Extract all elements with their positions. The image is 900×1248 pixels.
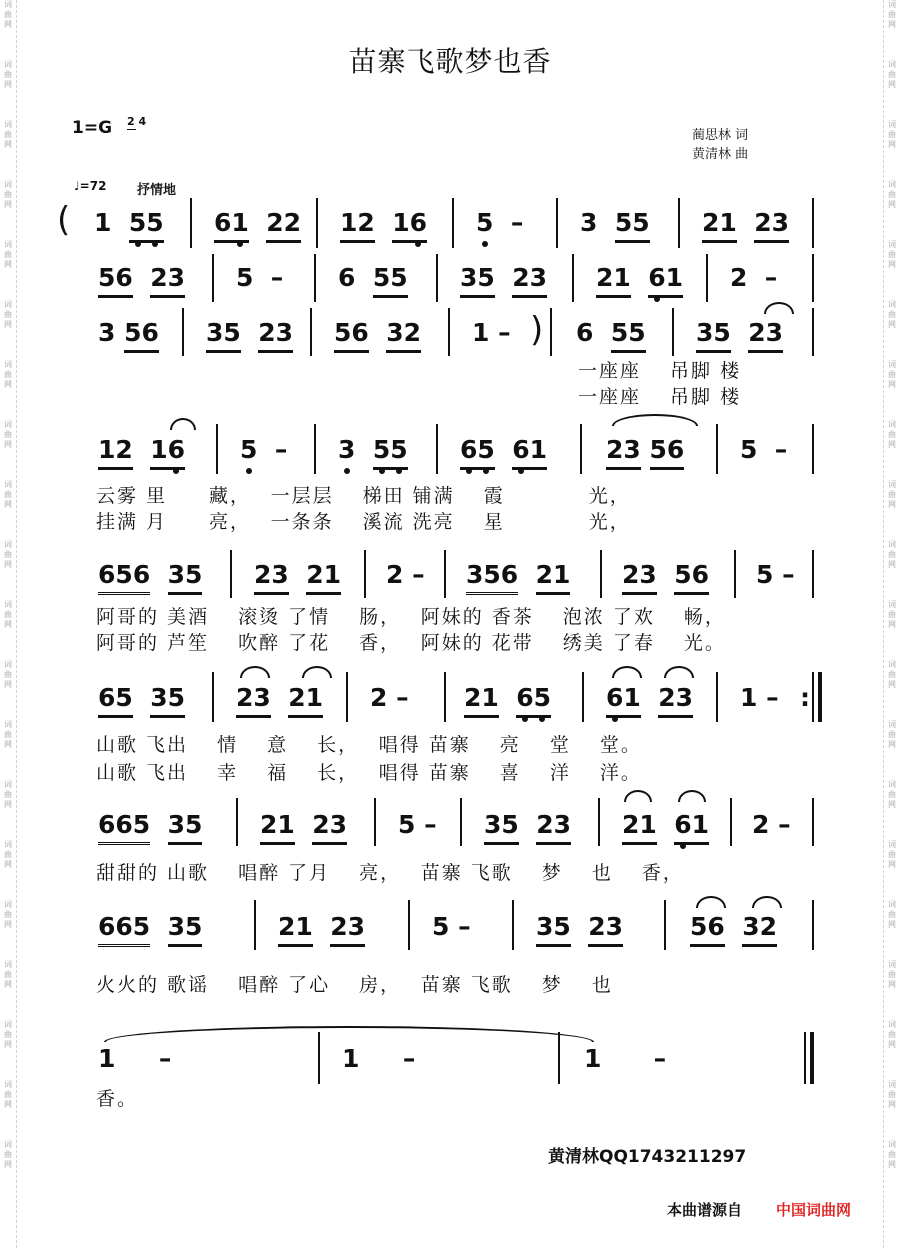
watermark-glyph: 曲 xyxy=(888,430,896,439)
watermark-glyph: 曲 xyxy=(4,10,12,19)
final-barline-thin xyxy=(804,1032,806,1084)
watermark-glyph: 曲 xyxy=(888,250,896,259)
barline xyxy=(812,198,814,248)
barline xyxy=(212,672,214,722)
signature-text: 黄清林QQ1743211297 xyxy=(548,1147,747,1167)
notation-measure: 2 – xyxy=(386,560,425,589)
watermark-glyph: 词 xyxy=(4,600,12,609)
watermark-glyph: 词 xyxy=(4,480,12,489)
watermark-glyph: 曲 xyxy=(4,1030,12,1039)
notation-measure: 3 55 xyxy=(338,437,408,462)
watermark-glyph: 词 xyxy=(4,960,12,969)
watermark-glyph: 词 xyxy=(888,180,896,189)
repeat-barline-thick xyxy=(818,672,822,722)
lyricist-credit: 蔺思林 词 xyxy=(692,128,749,143)
notation-measure: 35 23 xyxy=(696,320,783,345)
watermark-glyph: 词 xyxy=(888,900,896,909)
notation-measure: 56 32 xyxy=(334,320,421,345)
watermark-glyph: 词 xyxy=(888,840,896,849)
watermark-glyph: 曲 xyxy=(888,490,896,499)
barline xyxy=(730,798,732,846)
watermark-glyph: 网 xyxy=(4,80,12,89)
notation-measure: 21 23 xyxy=(702,210,789,235)
barline xyxy=(230,550,232,598)
composer-credit: 黄清林 曲 xyxy=(692,147,749,162)
watermark-glyph: 曲 xyxy=(888,130,896,139)
notation-measure: 5 – xyxy=(756,560,795,589)
watermark-glyph: 词 xyxy=(888,360,896,369)
slur xyxy=(752,896,782,908)
watermark-glyph: 词 xyxy=(4,1020,12,1029)
watermark-glyph: 词 xyxy=(4,780,12,789)
notation-measure: 35 23 xyxy=(536,914,623,939)
watermark-glyph: 曲 xyxy=(4,1090,12,1099)
notation-measure: 23 21 xyxy=(236,685,323,710)
right-margin-line xyxy=(883,0,884,1248)
watermark-glyph: 网 xyxy=(4,500,12,509)
barline xyxy=(812,798,814,846)
watermark-glyph: 曲 xyxy=(4,730,12,739)
watermark-glyph: 网 xyxy=(4,20,12,29)
notation-measure: 5 – xyxy=(240,435,288,464)
barline xyxy=(408,900,410,950)
notation-measure: 65 61 xyxy=(460,437,547,462)
barline xyxy=(444,672,446,722)
watermark-glyph: 词 xyxy=(888,540,896,549)
watermark-glyph: 网 xyxy=(888,320,896,329)
repeat-barline xyxy=(812,672,814,722)
notation-measure: 1 – xyxy=(740,683,779,712)
notation-measure: 35 23 xyxy=(484,812,571,837)
watermark-glyph: 曲 xyxy=(888,910,896,919)
watermark-glyph: 网 xyxy=(4,1100,12,1109)
watermark-glyph: 网 xyxy=(4,920,12,929)
notation-measure: 1 – xyxy=(98,1044,172,1073)
watermark-glyph: 网 xyxy=(4,320,12,329)
notation-measure: 6 55 xyxy=(576,320,646,345)
barline xyxy=(512,900,514,950)
watermark-glyph: 曲 xyxy=(4,70,12,79)
watermark-glyph: 网 xyxy=(4,440,12,449)
left-margin-line xyxy=(16,0,17,1248)
lyrics-line5: 甜甜的 山歌 唱醉 了月 亮， 苗寨 飞歌 梦 也 香， xyxy=(96,862,684,884)
watermark-glyph: 曲 xyxy=(888,970,896,979)
watermark-glyph: 网 xyxy=(888,20,896,29)
watermark-glyph: 曲 xyxy=(888,310,896,319)
barline xyxy=(190,198,192,248)
watermark-glyph: 词 xyxy=(4,1080,12,1089)
notation-measure: 1 55 xyxy=(94,210,164,235)
barline xyxy=(812,424,814,474)
notation-measure: 656 35 xyxy=(98,562,202,587)
slur xyxy=(696,896,726,908)
notation-measure: 1 – xyxy=(472,318,511,347)
watermark-glyph: 词 xyxy=(888,120,896,129)
notation-measure: 6 55 xyxy=(338,265,408,290)
notation-measure: 56 23 xyxy=(98,265,185,290)
notation-measure: 2 – xyxy=(370,683,409,712)
barline xyxy=(678,198,680,248)
lyrics-line7: 香。 xyxy=(96,1088,139,1110)
barline xyxy=(598,798,600,846)
barline xyxy=(572,254,574,302)
watermark-glyph: 网 xyxy=(888,380,896,389)
watermark-glyph: 网 xyxy=(888,440,896,449)
notation-measure: 5 – xyxy=(432,912,471,941)
right-watermark-strip xyxy=(885,0,899,1248)
slur xyxy=(170,418,196,430)
watermark-glyph: 曲 xyxy=(888,1150,896,1159)
source-site-link[interactable]: 中国词曲网 xyxy=(776,1201,852,1219)
watermark-glyph: 网 xyxy=(888,1100,896,1109)
notation-measure: 61 22 xyxy=(214,210,301,235)
lyrics-verse2-line3: 阿哥的 芦笙 吹醉 了花 香， 阿妹的 花带 绣美 了春 光。 xyxy=(96,632,726,654)
lyrics-line6: 火火的 歌谣 唱醉 了心 房， 苗寨 飞歌 梦 也 xyxy=(96,974,613,996)
notation-measure: 5 – xyxy=(740,435,788,464)
watermark-glyph: 词 xyxy=(4,360,12,369)
notation-measure: 23 56 xyxy=(622,562,709,587)
notation-measure: 3 56 xyxy=(98,320,159,345)
notation-measure: 21 65 xyxy=(464,685,551,710)
watermark-glyph: 曲 xyxy=(4,430,12,439)
watermark-glyph: 曲 xyxy=(888,70,896,79)
lyrics-verse2-line4: 山歌 飞出 幸 福 长， 唱得 苗寨 喜 洋 洋。 xyxy=(96,762,642,784)
notation-measure: 5 – xyxy=(398,810,437,839)
lyrics-verse2-line1: 一座座 吊脚 楼 xyxy=(578,386,742,408)
watermark-glyph: 曲 xyxy=(888,1030,896,1039)
watermark-glyph: 曲 xyxy=(4,910,12,919)
watermark-glyph: 网 xyxy=(4,980,12,989)
watermark-glyph: 网 xyxy=(888,1160,896,1169)
key-signature: 1=G xyxy=(72,118,113,138)
watermark-glyph: 网 xyxy=(4,800,12,809)
lyrics-verse1-line1: 一座座 吊脚 楼 xyxy=(578,360,742,382)
notation-measure: 61 23 xyxy=(606,685,693,710)
watermark-glyph: 网 xyxy=(888,560,896,569)
watermark-glyph: 词 xyxy=(4,60,12,69)
notation-measure: 35 23 xyxy=(460,265,547,290)
watermark-glyph: 词 xyxy=(888,600,896,609)
barline xyxy=(716,424,718,474)
watermark-glyph: 词 xyxy=(4,720,12,729)
barline xyxy=(812,308,814,356)
tempo-marking: ♩=72 xyxy=(74,179,107,193)
watermark-glyph: 网 xyxy=(4,380,12,389)
watermark-glyph: 词 xyxy=(4,180,12,189)
slur xyxy=(302,666,332,678)
source-label: 本曲谱源自 xyxy=(667,1201,743,1219)
watermark-glyph: 词 xyxy=(4,840,12,849)
tie xyxy=(104,1026,594,1042)
watermark-glyph: 词 xyxy=(888,240,896,249)
notation-measure: 21 61 xyxy=(622,812,709,837)
watermark-glyph: 网 xyxy=(888,620,896,629)
watermark-glyph: 网 xyxy=(4,740,12,749)
intro-close-paren: ) xyxy=(530,310,544,350)
barline xyxy=(672,308,674,356)
barline xyxy=(364,550,366,598)
watermark-glyph: 曲 xyxy=(4,550,12,559)
watermark-glyph: 词 xyxy=(4,420,12,429)
watermark-glyph: 曲 xyxy=(4,250,12,259)
watermark-glyph: 词 xyxy=(4,900,12,909)
watermark-glyph: 词 xyxy=(888,960,896,969)
watermark-glyph: 词 xyxy=(888,300,896,309)
watermark-glyph: 网 xyxy=(888,860,896,869)
barline xyxy=(314,424,316,474)
lyrics-verse1-line3: 阿哥的 美酒 滚烫 了情 肠， 阿妹的 香茶 泡浓 了欢 畅， xyxy=(96,606,726,628)
barline xyxy=(812,254,814,302)
watermark-glyph: 曲 xyxy=(4,490,12,499)
notation-measure: 21 61 xyxy=(596,265,683,290)
watermark-glyph: 网 xyxy=(4,1160,12,1169)
slur xyxy=(612,666,642,678)
watermark-glyph: 网 xyxy=(4,860,12,869)
watermark-glyph: 网 xyxy=(4,200,12,209)
notation-measure: 665 35 xyxy=(98,914,202,939)
notation-measure: 23 21 xyxy=(254,562,341,587)
watermark-glyph: 网 xyxy=(4,620,12,629)
watermark-glyph: 网 xyxy=(888,500,896,509)
watermark-glyph: 曲 xyxy=(888,370,896,379)
watermark-glyph: 词 xyxy=(888,1140,896,1149)
barline xyxy=(254,900,256,950)
watermark-glyph: 曲 xyxy=(888,10,896,19)
barline xyxy=(444,550,446,598)
slur xyxy=(678,790,706,802)
slur xyxy=(624,790,652,802)
watermark-glyph: 网 xyxy=(888,980,896,989)
watermark-glyph: 词 xyxy=(888,660,896,669)
notation-measure: 356 21 xyxy=(466,562,570,587)
notation-measure: 35 23 xyxy=(206,320,293,345)
watermark-glyph: 词 xyxy=(4,1140,12,1149)
slur xyxy=(612,414,698,426)
notation-measure: 21 23 xyxy=(278,914,365,939)
notation-measure: 56 32 xyxy=(690,914,777,939)
watermark-glyph: 网 xyxy=(888,80,896,89)
barline xyxy=(716,672,718,722)
watermark-glyph: 曲 xyxy=(888,670,896,679)
watermark-glyph: 词 xyxy=(888,480,896,489)
final-barline-thick xyxy=(810,1032,814,1084)
watermark-glyph: 曲 xyxy=(4,190,12,199)
watermark-glyph: 网 xyxy=(888,800,896,809)
barline xyxy=(556,198,558,248)
watermark-glyph: 网 xyxy=(888,1040,896,1049)
repeat-dots: : xyxy=(800,683,810,712)
lyrics-verse1-line4: 山歌 飞出 情 意 长， 唱得 苗寨 亮 堂 堂。 xyxy=(96,734,642,756)
watermark-glyph: 词 xyxy=(888,1020,896,1029)
time-signature-top: 2 xyxy=(127,115,135,128)
song-title: 苗寨飞歌梦也香 xyxy=(348,45,552,78)
watermark-glyph: 词 xyxy=(4,240,12,249)
lyrics-verse2-line2: 挂满 月 亮， 一条条 溪流 洗亮 星 光， xyxy=(96,511,631,533)
lyrics-verse1-line2: 云雾 里 藏， 一层层 梯田 铺满 霞 光， xyxy=(96,485,631,507)
notation-measure: 1 – xyxy=(584,1044,667,1073)
watermark-glyph: 词 xyxy=(4,0,12,9)
watermark-glyph: 网 xyxy=(888,740,896,749)
watermark-glyph: 词 xyxy=(4,660,12,669)
barline xyxy=(558,1032,560,1084)
watermark-glyph: 曲 xyxy=(4,370,12,379)
barline xyxy=(452,198,454,248)
watermark-glyph: 曲 xyxy=(4,130,12,139)
barline xyxy=(374,798,376,846)
barline xyxy=(582,672,584,722)
barline xyxy=(236,798,238,846)
slur xyxy=(764,302,794,314)
watermark-glyph: 词 xyxy=(888,780,896,789)
watermark-glyph: 词 xyxy=(888,1080,896,1089)
notation-measure: 3 55 xyxy=(580,210,650,235)
slur xyxy=(664,666,694,678)
barline xyxy=(182,308,184,356)
notation-measure: 665 35 xyxy=(98,812,202,837)
watermark-glyph: 网 xyxy=(888,920,896,929)
watermark-glyph: 曲 xyxy=(888,1090,896,1099)
watermark-glyph: 曲 xyxy=(4,790,12,799)
barline xyxy=(734,550,736,598)
barline xyxy=(318,1032,320,1084)
watermark-glyph: 曲 xyxy=(888,730,896,739)
barline xyxy=(216,424,218,474)
notation-measure: 12 16 xyxy=(340,210,427,235)
watermark-glyph: 曲 xyxy=(888,550,896,559)
barline xyxy=(448,308,450,356)
notation-measure: 23 56 xyxy=(606,437,684,462)
barline xyxy=(600,550,602,598)
time-signature-bar xyxy=(127,129,136,130)
watermark-glyph: 曲 xyxy=(4,970,12,979)
barline xyxy=(812,900,814,950)
barline xyxy=(346,672,348,722)
barline xyxy=(664,900,666,950)
barline xyxy=(436,424,438,474)
notation-measure: 2 – xyxy=(752,810,791,839)
watermark-glyph: 词 xyxy=(888,420,896,429)
watermark-glyph: 网 xyxy=(4,1040,12,1049)
notation-measure: 12 16 xyxy=(98,437,185,462)
watermark-glyph: 词 xyxy=(4,120,12,129)
left-watermark-strip xyxy=(1,0,15,1248)
intro-open-paren: ( xyxy=(57,200,71,240)
watermark-glyph: 网 xyxy=(4,680,12,689)
watermark-glyph: 曲 xyxy=(888,190,896,199)
barline xyxy=(314,254,316,302)
notation-measure: 21 23 xyxy=(260,812,347,837)
barline xyxy=(436,254,438,302)
watermark-glyph: 网 xyxy=(888,680,896,689)
watermark-glyph: 曲 xyxy=(888,790,896,799)
watermark-glyph: 网 xyxy=(4,560,12,569)
watermark-glyph: 网 xyxy=(888,260,896,269)
watermark-glyph: 词 xyxy=(888,720,896,729)
notation-measure: 65 35 xyxy=(98,685,185,710)
notation-measure: 5 – xyxy=(476,208,524,237)
barline xyxy=(316,198,318,248)
barline xyxy=(550,308,552,356)
watermark-glyph: 曲 xyxy=(4,310,12,319)
watermark-glyph: 词 xyxy=(888,60,896,69)
barline xyxy=(812,550,814,598)
watermark-glyph: 曲 xyxy=(4,1150,12,1159)
watermark-glyph: 网 xyxy=(888,140,896,149)
notation-measure: 1 – xyxy=(342,1044,416,1073)
time-signature xyxy=(127,116,146,128)
barline xyxy=(706,254,708,302)
watermark-glyph: 曲 xyxy=(888,610,896,619)
watermark-glyph: 网 xyxy=(888,200,896,209)
barline xyxy=(212,254,214,302)
barline xyxy=(310,308,312,356)
time-signature-bottom: 4 xyxy=(138,115,147,128)
slur xyxy=(240,666,270,678)
watermark-glyph: 曲 xyxy=(4,670,12,679)
watermark-glyph: 词 xyxy=(4,540,12,549)
watermark-glyph: 曲 xyxy=(4,850,12,859)
barline xyxy=(580,424,582,474)
barline xyxy=(460,798,462,846)
watermark-glyph: 词 xyxy=(888,0,896,9)
watermark-glyph: 词 xyxy=(4,300,12,309)
notation-measure: 5 – xyxy=(236,263,284,292)
expression-marking: 抒情地 xyxy=(137,183,177,198)
watermark-glyph: 曲 xyxy=(888,850,896,859)
watermark-glyph: 曲 xyxy=(4,610,12,619)
watermark-glyph: 网 xyxy=(4,140,12,149)
watermark-glyph: 网 xyxy=(4,260,12,269)
notation-measure: 2 – xyxy=(730,263,778,292)
